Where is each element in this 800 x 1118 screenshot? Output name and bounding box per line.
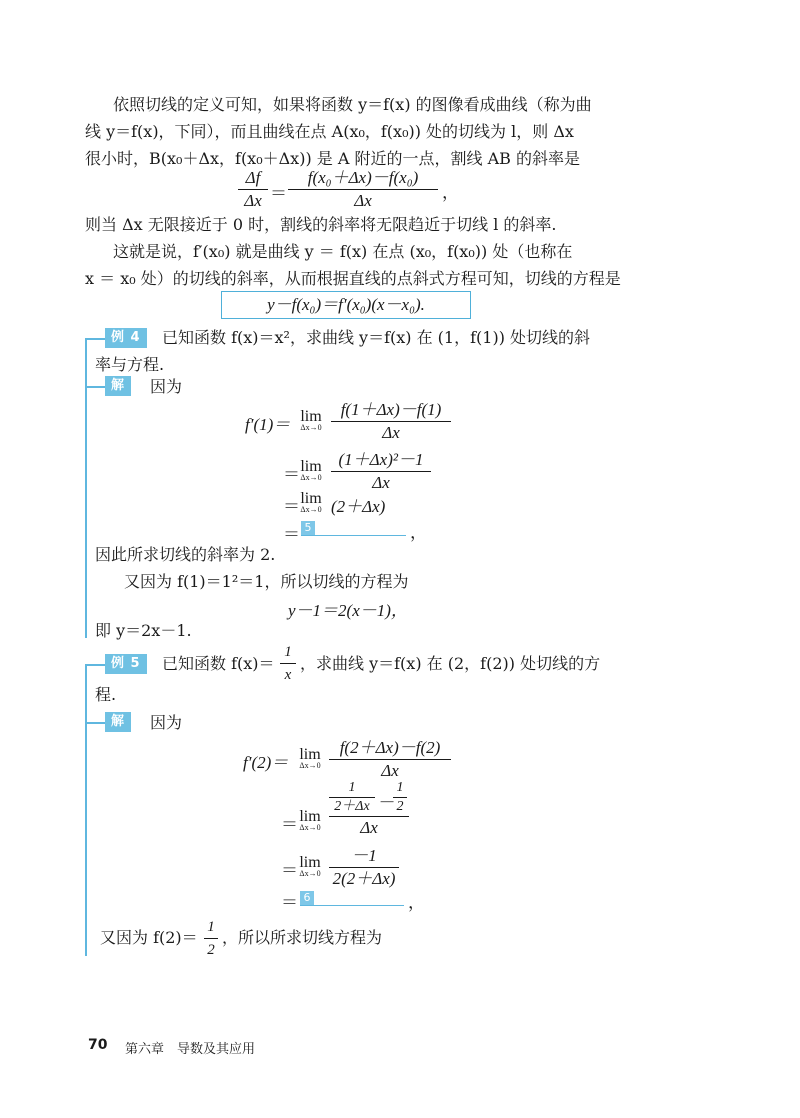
- ex4-blank-5-line: [301, 535, 406, 536]
- ex4-lhs: f′(1)＝: [245, 415, 291, 434]
- ex4-rail: [85, 338, 87, 638]
- ex4-line-equation: y－1＝2(x－1)，: [288, 601, 408, 620]
- para3-line2: x ＝ x₀ 处）的切线的斜率，从而根据直线的点斜式方程可知，切线的方程是: [85, 269, 621, 288]
- ex4-solution-badge: 解: [105, 376, 131, 396]
- ex5-solution-badge: 解: [105, 712, 131, 732]
- ex5-blank-6-line: [300, 905, 404, 906]
- para1-line2: 线 y＝f(x)，下同），而且曲线在点 A(x₀，f(x₀)) 处的切线为 l，则 Δx: [85, 122, 574, 141]
- example-5-badge: 例 5: [105, 654, 147, 674]
- ex5-question-line2: 程.: [95, 685, 117, 704]
- ex5-derivation: f′(2)＝ lim Δx→0 f(2＋Δx)－f(2) Δx ＝ lim Δx→0 1 2＋Δx － 1 2 Δx ＝ lim Δx→0 －1 2(2＋Δx) ＝: [243, 738, 523, 908]
- ex5-blank-6-marker[interactable]: 6: [300, 891, 314, 905]
- para1-line1: 依照切线的定义可知，如果将函数 y＝f(x) 的图像看成曲线（称为曲: [113, 95, 592, 114]
- secant-slope-equation: Δf Δx ＝ f(x₀＋Δx)－f(x₀) Δx ，: [238, 168, 478, 214]
- ex4-again-text: 又因为 f(1)＝1²＝1，所以切线的方程为: [124, 572, 409, 591]
- ex5-again-part1: 又因为 f(2)＝: [100, 928, 198, 947]
- ex5-bracket-top: [85, 664, 105, 666]
- ex4-bracket-top: [85, 338, 105, 340]
- para2: 则当 Δx 无限接近于 0 时，割线的斜率将无限趋近于切线 l 的斜率.: [85, 215, 557, 234]
- ex5-solution-tick: [85, 722, 105, 724]
- ex4-result: 即 y＝2x－1.: [95, 621, 192, 640]
- ex4-blank-5-marker[interactable]: 5: [301, 521, 315, 535]
- ex4-derivation: f′(1)＝ lim Δx→0 f(1＋Δx)－f(1) Δx ＝ lim Δx→0 (1＋Δx)²－1 Δx ＝ lim Δx→0 (2＋Δx) ＝: [245, 400, 505, 550]
- example-4-badge: 例 4: [105, 328, 147, 348]
- ex5-again-part2: ，所以所求切线方程为: [222, 928, 383, 947]
- ex5-because: 因为: [150, 713, 183, 732]
- ex4-slope-text: 因此所求切线的斜率为 2.: [95, 545, 276, 564]
- ex4-question-line1: 已知函数 f(x)＝x²，求曲线 y＝f(x) 在 (1，f(1)) 处切线的斜: [162, 328, 591, 347]
- page-number: 70: [88, 1037, 108, 1053]
- ex4-question-line2: 率与方程.: [95, 355, 165, 374]
- ex4-solution-tick: [85, 386, 105, 388]
- para1-line3: 很小时，B(x₀＋Δx，f(x₀＋Δx)) 是 A 附近的一点，割线 AB 的斜率是: [85, 149, 580, 168]
- ex5-question-part2: ，求曲线 y＝f(x) 在 (2，f(2)) 处切线的方: [300, 654, 601, 673]
- tangent-line-formula-box: y－f(x₀)＝f′(x₀)(x－x₀).: [221, 291, 471, 319]
- chapter-title: 第六章 导数及其应用: [125, 1042, 256, 1057]
- ex5-rail: [85, 664, 87, 956]
- ex5-again-fraction: 1 2: [204, 917, 218, 960]
- ex4-because: 因为: [150, 377, 183, 396]
- ex5-lhs: f′(2)＝: [243, 753, 289, 772]
- para3-line1: 这就是说，f′(x₀) 就是曲线 y ＝ f(x) 在点 (x₀，f(x₀)) 处（也称在: [113, 242, 573, 261]
- ex5-question-part1: 已知函数 f(x)＝: [162, 654, 275, 673]
- ex5-question-fraction: 1 x: [280, 642, 296, 685]
